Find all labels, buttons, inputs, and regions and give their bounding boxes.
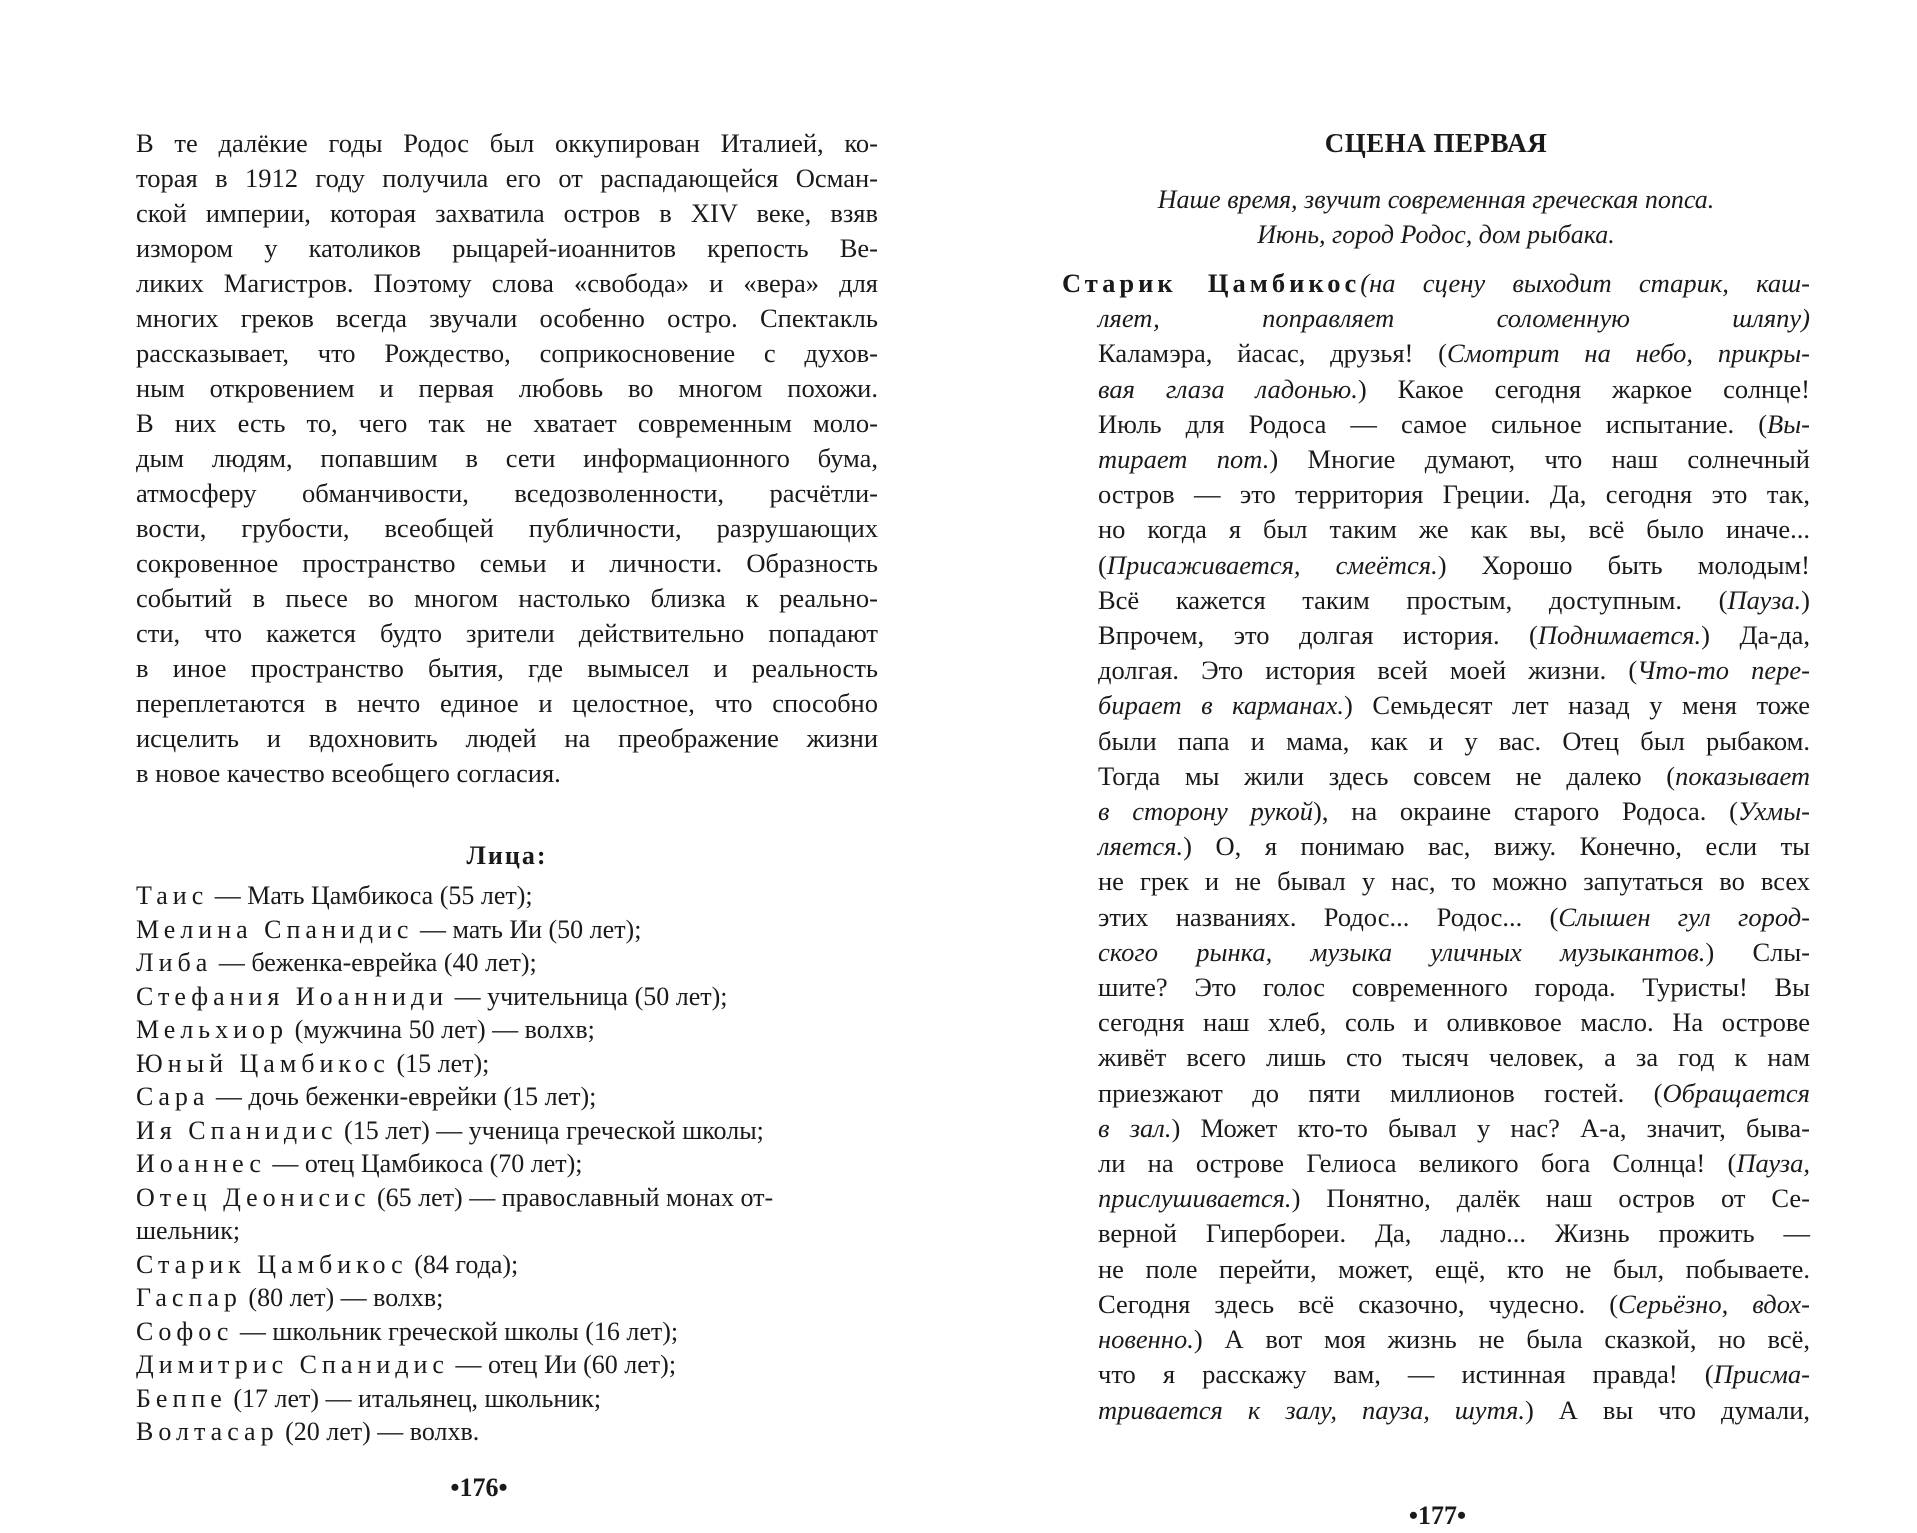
- speech-line: [1062, 1252, 1810, 1287]
- stage-remark: Серьёзно, вдох-: [1618, 1288, 1810, 1319]
- stage-remark: ляет, поправляет соломенную шляпу): [1098, 303, 1810, 334]
- stage-remark: бирает в карманах.: [1098, 690, 1345, 721]
- stage-direction: [1062, 182, 1810, 252]
- cast-name: Иоаннес: [136, 1149, 266, 1178]
- paragraph-line: в иное пространство бытия, где вымысел и реальность: [136, 653, 878, 683]
- cast-name: Юный Цамбикос: [136, 1048, 390, 1078]
- speech-line: [1062, 653, 1810, 688]
- stage-remark: Поднимается.: [1537, 620, 1702, 651]
- speech-text: ): [1801, 584, 1810, 615]
- paragraph-line: В те далёкие годы Родос был оккупирован Италией, ко-: [136, 128, 878, 158]
- speech-line: [1062, 688, 1810, 723]
- cast-description: — беженка-еврейка (40 лет);: [212, 948, 537, 977]
- cast-item: [136, 1181, 878, 1248]
- paragraph-line: событий в пьесе во многом настолько близка к реально-: [136, 583, 878, 613]
- paragraph-line: ным откровением и первая любовь во многом похожи.: [136, 373, 878, 403]
- speech-line: [1062, 266, 1810, 301]
- speech-text: шите? Это голос современного города. Туристы! Вы: [1098, 972, 1810, 1003]
- cast-item: [136, 913, 878, 947]
- cast-description: (17 лет) — итальянец, школьник;: [226, 1383, 602, 1413]
- speech-text: Каламэра, йасас, друзья! (: [1098, 338, 1448, 369]
- cast-name: Мельхиор: [136, 1015, 289, 1044]
- speech-text: ) А вот моя жизнь не была сказкой, но всё,: [1193, 1324, 1810, 1355]
- speech-text: Всё кажется таким простым, доступным. (: [1098, 584, 1728, 615]
- speech-line: [1062, 1111, 1810, 1146]
- speech-line: [1062, 794, 1810, 829]
- cast-item: [136, 1147, 878, 1181]
- speech-line: [1062, 336, 1810, 371]
- cast-item: [136, 1047, 878, 1081]
- paragraph-line: ской империи, которая захватила остров в XIV веке, взяв: [136, 198, 878, 228]
- cast-description: — школьник греческой школы (16 лет);: [233, 1316, 679, 1346]
- speech-line: [1062, 1076, 1810, 1111]
- paragraph-line: торая в 1912 году получила его от распадающейся Осман-: [136, 163, 878, 193]
- speech-line: [1062, 1216, 1810, 1251]
- speech-text: Июль для Родоса — самое сильное испытание. (: [1098, 408, 1768, 439]
- cast-item: [136, 946, 878, 980]
- speech-line: [1062, 970, 1810, 1005]
- speech-line: [1062, 372, 1810, 407]
- speech-line: [1062, 442, 1810, 477]
- speech-line: [1062, 1040, 1810, 1075]
- intro-paragraph: [136, 126, 878, 791]
- cast-list: [136, 879, 878, 1449]
- speech-text: ) О, я понимаю вас, вижу. Конечно, если ты: [1183, 831, 1810, 862]
- cast-description: — отец Ии (60 лет);: [448, 1350, 677, 1379]
- paragraph-line: сокровенное пространство семьи и личности. Образность: [136, 548, 878, 578]
- speech-line: [1062, 301, 1810, 336]
- speech-line: [1062, 1357, 1810, 1392]
- cast-item: [136, 1415, 878, 1449]
- cast-item: [136, 1248, 878, 1282]
- cast-name: Старик Цамбикос: [136, 1249, 408, 1279]
- cast-name: Сара: [136, 1082, 210, 1111]
- stage-remark: тирает пот.: [1098, 444, 1270, 475]
- cast-name: Мелина Спанидис: [136, 914, 414, 944]
- cast-title: Лица:: [466, 841, 548, 870]
- speech-line: [1062, 477, 1810, 512]
- speech-text: были папа и мама, как и у вас. Отец был рыбаком.: [1098, 725, 1810, 756]
- speech-text: ) Понятно, далёк наш остров от Се-: [1291, 1183, 1810, 1214]
- cast-description: (80 лет) — волхв;: [241, 1283, 444, 1312]
- cast-description: — мать Ии (50 лет);: [413, 914, 642, 944]
- paragraph-line: многих греков всегда звучали особенно остро. Спектакль: [136, 303, 878, 333]
- page-number-left: •176•: [450, 1473, 508, 1502]
- stage-remark: новенно.: [1098, 1324, 1194, 1355]
- cast-name: Софос: [136, 1316, 234, 1346]
- cast-name: Беппе: [136, 1383, 227, 1413]
- speech-text: не грек и не бывал у нас, то можно запутаться во всех: [1098, 866, 1810, 897]
- speech-text: остров — это территория Греции. Да, сегодня это так,: [1098, 479, 1810, 510]
- speech-line: [1062, 864, 1810, 899]
- cast-description: (15 лет);: [389, 1048, 490, 1078]
- speaker-name: Старик Цамбикос: [1062, 268, 1361, 298]
- cast-description: (84 года);: [407, 1249, 519, 1279]
- stage-remark: показывает: [1675, 760, 1810, 791]
- scene-title: СЦЕНА ПЕРВАЯ: [1324, 128, 1548, 158]
- speech-line: [1062, 900, 1810, 935]
- stage-remark: (на сцену выходит старик, каш-: [1360, 268, 1810, 298]
- speech-text: не поле перейти, может, ещё, кто не был, побываете.: [1098, 1253, 1810, 1284]
- speech-line: [1062, 1322, 1810, 1357]
- stage-remark: в сторону рукой: [1098, 796, 1314, 827]
- cast-description: (20 лет) — волхв.: [278, 1417, 480, 1446]
- stage-remark: Слышен гул город-: [1558, 901, 1810, 932]
- stage-remark: Обращается: [1662, 1077, 1810, 1108]
- cast-name: Либа: [136, 948, 213, 977]
- stage-remark: Пауза.: [1727, 584, 1802, 615]
- speech-line: [1062, 548, 1810, 583]
- cast-item: [136, 980, 878, 1014]
- speech-text: сегодня наш хлеб, соль и оливковое масло. На острове: [1098, 1007, 1810, 1038]
- stage-remark: Смотрит на небо, прикры-: [1447, 338, 1810, 369]
- cast-name: Волтасар: [136, 1417, 279, 1446]
- speech-line: [1062, 1287, 1810, 1322]
- cast-description: — отец Цамбикоса (70 лет);: [265, 1149, 583, 1178]
- stage-remark: Ухмы-: [1737, 796, 1810, 827]
- speech-text: верной Гипербореи. Да, ладно... Жизнь прожить —: [1098, 1218, 1810, 1249]
- cast-description: — Мать Цамбикоса (55 лет);: [208, 881, 533, 910]
- speech-text: ) Слы-: [1705, 936, 1810, 967]
- cast-item: [136, 1348, 878, 1382]
- paragraph-line: вости, грубости, всеобщей публичности, разрушающих: [136, 513, 878, 543]
- cast-item: [136, 1013, 878, 1047]
- paragraph-line: исцелить и вдохновить людей на преображение жизни: [136, 723, 878, 753]
- cast-description: (15 лет) — ученица греческой школы;: [337, 1115, 764, 1145]
- paragraph-line: измором у католиков рыцарей-иоаннитов крепость Ве-: [136, 233, 878, 263]
- speech-text: ) Многие думают, что наш солнечный: [1269, 444, 1810, 475]
- stage-remark: ского рынка, музыка уличных музыкантов.: [1098, 936, 1706, 967]
- paragraph-line: переплетаются в нечто единое и целостное, что способно: [136, 688, 878, 718]
- cast-name: Гаспар: [136, 1283, 242, 1312]
- speech-line: [1062, 583, 1810, 618]
- cast-description-continued: шельник;: [136, 1216, 241, 1245]
- speech-line: [1062, 512, 1810, 547]
- speech-text: приезжают до пяти миллионов гостей. (: [1098, 1077, 1663, 1108]
- stage-remark: Присаживается, смеётся.: [1106, 549, 1438, 580]
- stage-remark: ляется.: [1098, 831, 1184, 862]
- cast-description: — учительница (50 лет);: [448, 981, 728, 1011]
- cast-name: Димитрис Спанидис: [136, 1350, 449, 1379]
- speech-line: [1062, 1393, 1810, 1428]
- stage-remark: вая глаза ладонью.: [1098, 373, 1358, 404]
- right-page-body: [1062, 126, 1810, 1428]
- speech-text: ) Да-да,: [1701, 620, 1811, 651]
- speech-line: [1062, 759, 1810, 794]
- left-page-body: [136, 126, 878, 1449]
- stage-direction-line: Июнь, город Родос, дом рыбака.: [1257, 220, 1615, 249]
- speech-text: Тогда мы жили здесь совсем не далеко (: [1098, 760, 1676, 791]
- stage-remark: в зал.: [1098, 1112, 1172, 1143]
- paragraph-line: ликих Магистров. Поэтому слова «свобода» и «вера» для: [136, 268, 878, 298]
- speech-line: [1062, 407, 1810, 442]
- left-page: [0, 0, 958, 1533]
- stage-remark: Что-то пере-: [1637, 655, 1810, 686]
- cast-item: [136, 1315, 878, 1349]
- speech-line: [1062, 829, 1810, 864]
- stage-remark: Присма-: [1713, 1359, 1810, 1390]
- speech-line: [1062, 1146, 1810, 1181]
- cast-item: [136, 1382, 878, 1416]
- paragraph-line: рассказывает, что Рождество, соприкосновение с духов-: [136, 338, 878, 368]
- speech-block: [1062, 266, 1810, 1428]
- page-number-right: •177•: [1408, 1501, 1467, 1530]
- cast-description: (65 лет) — православный монах от-: [370, 1182, 774, 1212]
- stage-remark: Пауза,: [1736, 1148, 1810, 1179]
- cast-description: (мужчина 50 лет) — волхв;: [288, 1015, 595, 1044]
- speech-line: [1062, 935, 1810, 970]
- speech-text: Сегодня здесь всё сказочно, чудесно. (: [1098, 1288, 1619, 1319]
- stage-remark: прислушивается.: [1098, 1183, 1292, 1214]
- stage-remark: тривается к залу, пауза, шутя.: [1098, 1394, 1525, 1425]
- speech-line: [1062, 1005, 1810, 1040]
- right-page: [958, 0, 1917, 1533]
- speech-text: этих названиях. Родос... Родос... (: [1098, 901, 1559, 932]
- speech-line: [1062, 1181, 1810, 1216]
- paragraph-line: атмосферу обманчивости, вседозволенности, расчётли-: [136, 478, 878, 508]
- cast-item: [136, 1080, 878, 1114]
- speech-text: ) Может кто-то бывал у нас? А-а, значит, быва-: [1171, 1112, 1811, 1143]
- speech-text: долгая. Это история всей моей жизни. (: [1098, 655, 1638, 686]
- stage-remark: Вы-: [1767, 408, 1810, 439]
- speech-text: Впрочем, это долгая история. (: [1098, 620, 1538, 651]
- speech-text: ) Хорошо быть молодым!: [1437, 549, 1811, 580]
- cast-name: Ия Спанидис: [136, 1115, 338, 1145]
- cast-name: Отец Деонисис: [136, 1182, 371, 1212]
- speech-text: ), на окраине старого Родоса. (: [1313, 796, 1738, 827]
- cast-name: Стефания Иоанниди: [136, 981, 449, 1011]
- cast-name: Таис: [136, 881, 209, 910]
- cast-description: — дочь беженки-еврейки (15 лет);: [209, 1082, 597, 1111]
- speech-text: ) Какое сегодня жаркое солнце!: [1357, 373, 1810, 404]
- speech-text: (: [1098, 549, 1107, 580]
- speech-text: но когда я был таким же как вы, всё было иначе...: [1098, 514, 1810, 545]
- paragraph-line: В них есть то, чего так не хватает современным моло-: [136, 408, 878, 438]
- speech-text: живёт всего лишь сто тысяч человек, а за год к нам: [1098, 1042, 1810, 1073]
- speech-line: [1062, 618, 1810, 653]
- paragraph-line: сти, что кажется будто зрители действительно попадают: [136, 618, 878, 648]
- speech-line: [1062, 724, 1810, 759]
- speech-text: что я расскажу вам, — истинная правда! (: [1098, 1359, 1714, 1390]
- speech-text: ли на острове Гелиоса великого бога Солнца! (: [1098, 1148, 1737, 1179]
- stage-direction-line: Наше время, звучит современная греческая попса.: [1157, 185, 1715, 214]
- speech-text: ) А вы что думали,: [1524, 1394, 1810, 1425]
- speech-text: ) Семьдесят лет назад у меня тоже: [1344, 690, 1810, 721]
- cast-item: [136, 879, 878, 913]
- paragraph-line: дым людям, попавшим в сети информационного бума,: [136, 443, 878, 473]
- paragraph-line: в новое качество всеобщего согласия.: [136, 758, 561, 788]
- cast-item: [136, 1114, 878, 1148]
- cast-item: [136, 1281, 878, 1315]
